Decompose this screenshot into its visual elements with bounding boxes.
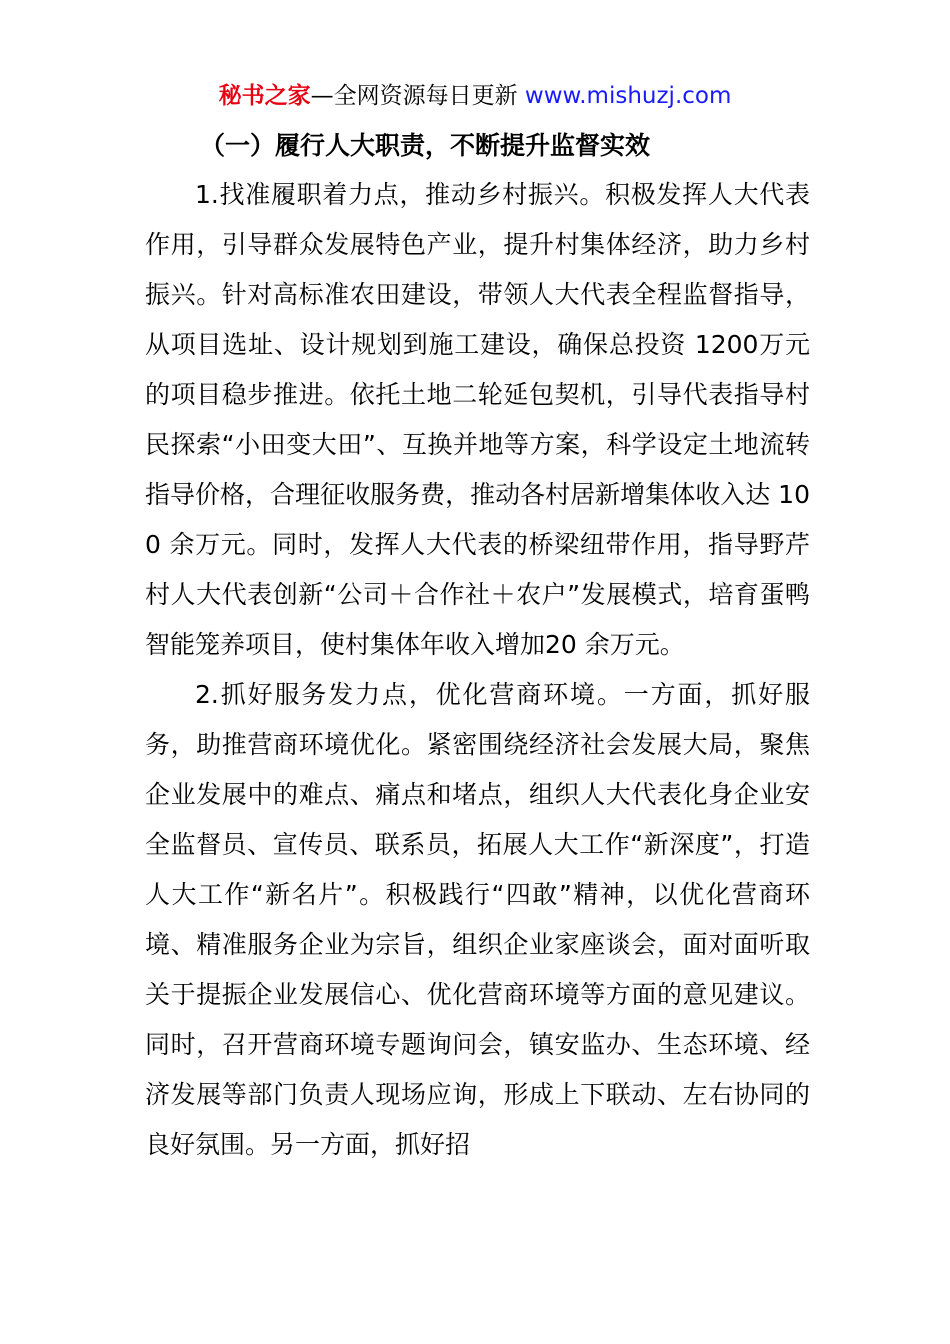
paragraph-1: 1.找准履职着力点，推动乡村振兴。积极发挥人大代表作用，引导群众发展特色产业，提升村集体经济，助力乡村振兴。针对高标准农田建设，带领人大代表全程监督指导，从项目选址、设计规划到施工建设，确保总投资 1200万元的项目稳步推进。依托土地二轮延包契机，引导代表指导村民探索“小田变大田”、互换并地等方案，科学设定土地流转指导价格，合理征收服务费，推动各村居新增集体收入达 100 余万元。同时，发挥人大代表的桥梁纽带作用，指导野芹村人大代表创新“公司＋合作社＋农户”发展模式，培育蛋鸭智能笼养项目，使村集体年收入增加20 余万元。 [145,180,810,659]
site-header [0,78,950,114]
paragraph-2: 2.抓好服务发力点，优化营商环境。一方面，抓好服务，助推营商环境优化。紧密围绕经济社会发展大局，聚焦企业发展中的难点、痛点和堵点，组织人大代表化身企业安全监督员、宣传员、联系员，拓展人大工作“新深度”，打造人大工作“新名片”。积极践行“四敢”精神，以优化营商环境、精准服务企业为宗旨，组织企业家座谈会，面对面听取关于提振企业发展信心、优化营商环境等方面的意见建议。同时，召开营商环境专题询问会，镇安监办、生态环境、经济发展等部门负责人现场应询，形成上下联动、左右协同的良好氛围。另一方面，抓好招 [145,680,810,1159]
brand-name: 秘书之家 [218,83,311,109]
body-text [145,170,810,1170]
header-tagline: —全网资源每日更新 [310,83,518,109]
site-url-link[interactable]: www.mishuzj.com [524,83,732,109]
section-heading: （一）履行人大职责，不断提升监督实效 [200,131,651,160]
